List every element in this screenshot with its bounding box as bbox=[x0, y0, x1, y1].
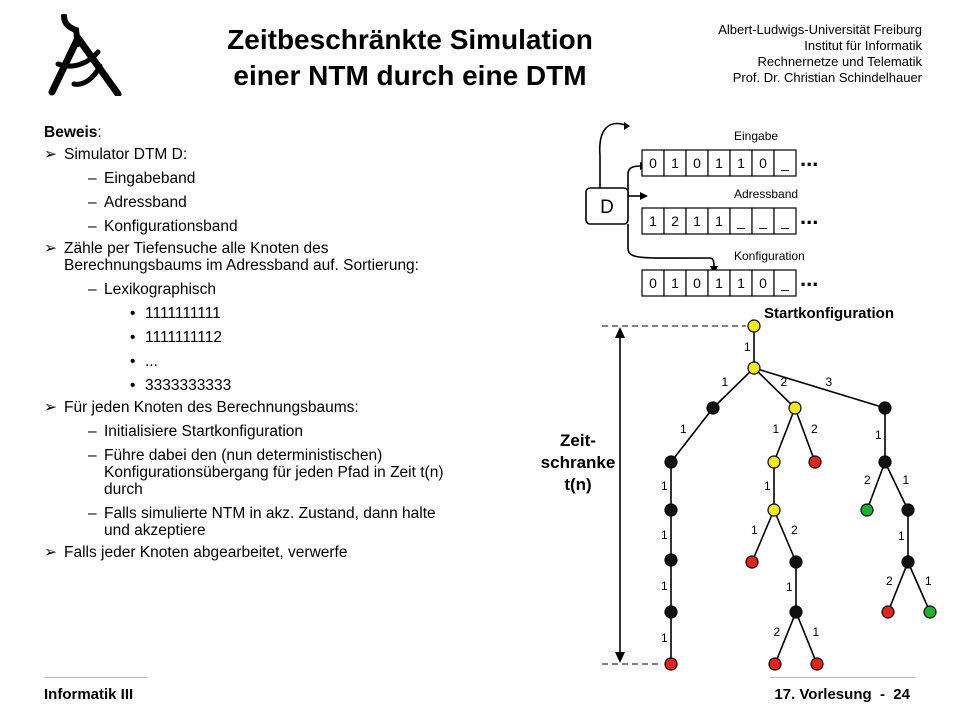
tape-cell-symbol: 1 bbox=[671, 155, 679, 171]
institution-line: Rechnernetze und Telematik bbox=[757, 54, 922, 69]
sub-item-text: Konfigurationsband bbox=[104, 218, 238, 235]
bullet-text: Für jeden Knoten des Berechnungsbaums: bbox=[64, 399, 359, 416]
zeitschranke-label-line: schranke bbox=[540, 453, 616, 472]
tree-node-green bbox=[861, 504, 873, 516]
tree-node-red bbox=[811, 658, 823, 670]
sequence-item bbox=[44, 329, 444, 346]
tape-cell-symbol: 0 bbox=[759, 155, 767, 171]
institution-line: Albert-Ludwigs-Universität Freiburg bbox=[718, 22, 922, 37]
dash-bullet-icon: – bbox=[88, 170, 97, 187]
tree-node-yellow bbox=[768, 456, 780, 468]
arrow-bullet-icon: ➢ bbox=[44, 544, 57, 561]
proof-heading-label: Beweis bbox=[44, 124, 98, 141]
sequence-text: 1111111111 bbox=[145, 305, 221, 322]
tree-node-yellow bbox=[748, 320, 760, 332]
sub-item bbox=[44, 423, 444, 440]
dash-bullet-icon: – bbox=[88, 281, 97, 298]
tape-cell-symbol: 0 bbox=[759, 275, 767, 291]
tape-cell-symbol: 1 bbox=[715, 155, 723, 171]
proof-text bbox=[44, 124, 444, 561]
tape-cell-symbol: _ bbox=[759, 213, 767, 229]
edge-label: 1 bbox=[661, 528, 668, 542]
tree-node-black bbox=[790, 606, 802, 618]
edge-label: 2 bbox=[780, 375, 788, 389]
sub-item bbox=[44, 505, 444, 539]
tape-cell-symbol: 1 bbox=[737, 275, 745, 291]
sub-item bbox=[44, 218, 444, 235]
tape-cell-symbol: 0 bbox=[693, 155, 701, 171]
tree-node-red bbox=[746, 556, 758, 568]
sub-item bbox=[44, 194, 444, 211]
dot-bullet-icon: • bbox=[130, 377, 136, 394]
sequence-item bbox=[44, 305, 444, 322]
tree-edge bbox=[671, 408, 713, 462]
proof-heading-colon: : bbox=[97, 124, 102, 141]
edge-label: 1 bbox=[661, 479, 668, 493]
tape-diagram bbox=[560, 110, 960, 310]
edge-label: 2 bbox=[886, 574, 893, 588]
sequence-text: ... bbox=[145, 353, 158, 370]
tree-node-red bbox=[809, 456, 821, 468]
tree-node-red bbox=[769, 658, 781, 670]
tree-node-black bbox=[665, 504, 677, 516]
dot-bullet-icon: • bbox=[130, 305, 136, 322]
tape-ellipsis: ... bbox=[800, 266, 819, 291]
sequence-item bbox=[44, 353, 444, 370]
edge-label: 1 bbox=[812, 625, 820, 639]
edge-label: 1 bbox=[661, 579, 668, 593]
edge-label: 1 bbox=[661, 631, 668, 645]
tape-cell-symbol: 1 bbox=[715, 275, 723, 291]
sub-item-text: Falls simulierte NTM in akz. Zustand, dann halte und akzeptiere bbox=[104, 505, 436, 539]
edge-label: 1 bbox=[786, 580, 793, 594]
arrow-bullet-icon: ➢ bbox=[44, 399, 57, 416]
sequence-text: 1111111112 bbox=[145, 329, 223, 346]
tape-cell-symbol: 2 bbox=[671, 213, 679, 229]
bullet-item bbox=[44, 146, 444, 163]
edge-label: 1 bbox=[764, 479, 771, 493]
tape-cell-symbol: _ bbox=[781, 155, 789, 171]
dash-bullet-icon: – bbox=[88, 218, 97, 235]
sub-item-text: Eingabeband bbox=[104, 170, 196, 187]
tree-node-yellow bbox=[748, 362, 760, 374]
tree-node-green bbox=[924, 606, 936, 618]
bullet-item bbox=[44, 240, 444, 274]
tape-cell-symbol: _ bbox=[737, 213, 745, 229]
tape-cell-symbol: 0 bbox=[693, 275, 701, 291]
slide-title-line-2: einer NTM durch eine DTM bbox=[233, 60, 587, 91]
tape-cell-symbol: 0 bbox=[649, 275, 657, 291]
tape-cell-symbol: 1 bbox=[671, 275, 679, 291]
arrow-bullet-icon: ➢ bbox=[44, 146, 57, 163]
bullet-text: Zähle per Tiefensuche alle Knoten des Berechnungsbaums im Adressband auf. Sortierung: bbox=[64, 240, 419, 274]
tape-cell-symbol: 1 bbox=[649, 213, 657, 229]
university-logo-icon bbox=[38, 14, 128, 96]
tape-cell-symbol: _ bbox=[781, 213, 789, 229]
zeitschranke-label-line: Zeit- bbox=[560, 431, 596, 450]
sequence-text: 3333333333 bbox=[145, 377, 232, 394]
machine-label: D bbox=[600, 197, 614, 218]
sub-item-text: Adressband bbox=[104, 194, 187, 211]
sub-item-text: Führe dabei den (nun deterministischen) Konfigurationsübergang für jeden Pfad in Zeit t(n) durch bbox=[104, 447, 444, 498]
tree-node-black bbox=[902, 504, 914, 516]
edge-label: 2 bbox=[791, 523, 798, 537]
start-configuration-label: Startkonfiguration bbox=[764, 305, 894, 322]
sequence-item bbox=[44, 377, 444, 394]
tape-ellipsis: ... bbox=[800, 146, 819, 171]
tape-cell-symbol: 1 bbox=[737, 155, 745, 171]
sub-item bbox=[44, 447, 444, 498]
tree-node-yellow bbox=[789, 402, 801, 414]
edge-label: 1 bbox=[721, 375, 729, 389]
sub-item bbox=[44, 170, 444, 187]
tree-node-black bbox=[902, 556, 914, 568]
tree-node-yellow bbox=[768, 504, 780, 516]
tape-cell-symbol: 1 bbox=[715, 213, 723, 229]
edge-label: 1 bbox=[744, 340, 751, 354]
edge-label: 1 bbox=[680, 422, 687, 436]
edge-label: 1 bbox=[925, 574, 932, 588]
tape-cell-symbol: _ bbox=[781, 275, 789, 291]
tape-label: Eingabe bbox=[734, 129, 779, 143]
sub-item bbox=[44, 281, 444, 298]
edge-label: 1 bbox=[875, 428, 882, 442]
edge-label: 1 bbox=[751, 523, 758, 537]
tape-label: Konfiguration bbox=[734, 249, 805, 263]
tree-node-black bbox=[879, 402, 891, 414]
dash-bullet-icon: – bbox=[88, 505, 97, 522]
footer-course: Informatik III bbox=[44, 686, 134, 703]
arrow-bullet-icon: ➢ bbox=[44, 240, 57, 257]
computation-tree bbox=[530, 300, 960, 680]
footer-rule-right bbox=[770, 677, 916, 678]
sub-item-text: Lexikographisch bbox=[104, 281, 217, 298]
edge-label: 1 bbox=[772, 422, 780, 436]
edge-label: 2 bbox=[811, 422, 818, 436]
arrowhead-icon bbox=[615, 327, 625, 338]
bullet-text: Falls jeder Knoten abgearbeitet, verwerfe bbox=[64, 544, 348, 561]
tree-node-red bbox=[665, 658, 677, 670]
dash-bullet-icon: – bbox=[88, 447, 97, 464]
tree-edge bbox=[713, 368, 754, 408]
tape-cell-symbol: 0 bbox=[649, 155, 657, 171]
tree-node-black bbox=[790, 556, 802, 568]
tree-node-black bbox=[665, 456, 677, 468]
zeitschranke-label-line: t(n) bbox=[564, 475, 592, 494]
edge-label: 2 bbox=[773, 625, 781, 639]
slide-title-line-1: Zeitbeschränkte Simulation bbox=[227, 24, 593, 55]
tree-node-black bbox=[707, 402, 719, 414]
dash-bullet-icon: – bbox=[88, 423, 97, 440]
dot-bullet-icon: • bbox=[130, 329, 136, 346]
edge-label: 1 bbox=[902, 473, 910, 487]
edge-label: 2 bbox=[864, 473, 871, 487]
tree-node-black bbox=[879, 456, 891, 468]
sub-item-text: Initialisiere Startkonfiguration bbox=[104, 423, 304, 440]
tree-node-red bbox=[882, 606, 894, 618]
tape-label: Adressband bbox=[734, 187, 799, 201]
institution-line: Prof. Dr. Christian Schindelhauer bbox=[732, 70, 922, 85]
bullet-item bbox=[44, 544, 444, 561]
footer-rule-left bbox=[44, 677, 148, 678]
tape-cell-symbol: 1 bbox=[693, 213, 701, 229]
institution-line: Institut für Informatik bbox=[804, 38, 922, 53]
tape-ellipsis: ... bbox=[800, 204, 819, 229]
dot-bullet-icon: • bbox=[130, 353, 136, 370]
tree-node-black bbox=[665, 554, 677, 566]
slide-title bbox=[150, 22, 670, 94]
arrowhead-icon bbox=[615, 652, 625, 663]
bullet-text: Simulator DTM D: bbox=[64, 146, 188, 163]
edge-label: 3 bbox=[825, 375, 833, 389]
institution-block bbox=[718, 22, 922, 86]
bullet-item bbox=[44, 399, 444, 416]
proof-heading bbox=[44, 124, 444, 141]
dash-bullet-icon: – bbox=[88, 194, 97, 211]
footer-lecture-page: 17. Vorlesung - 24 bbox=[774, 686, 910, 703]
edge-label: 1 bbox=[898, 529, 905, 543]
tree-node-black bbox=[665, 606, 677, 618]
